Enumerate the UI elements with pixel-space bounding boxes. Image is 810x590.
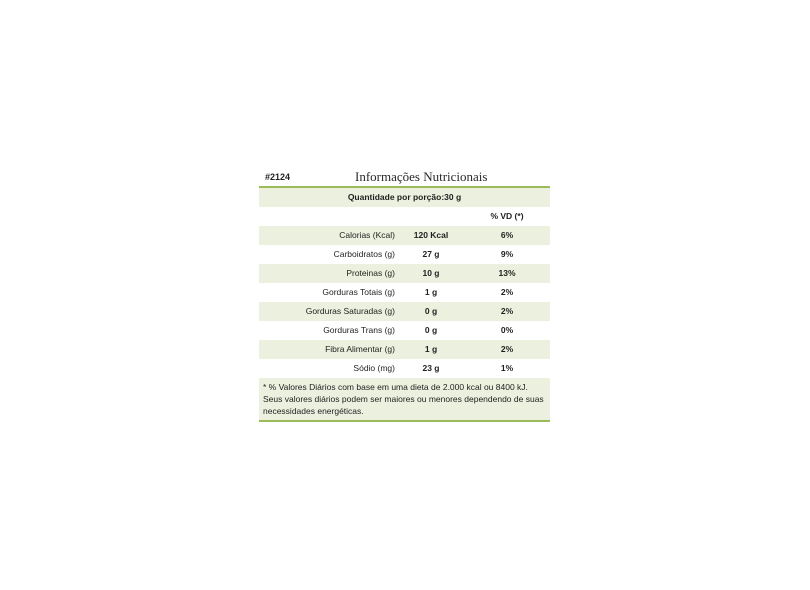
nutrient-amount: 27 g (422, 249, 440, 259)
nutrition-facts-table (259, 170, 550, 422)
nutrient-amount: 23 g (422, 363, 440, 373)
nutrient-daily-value: 0% (500, 325, 514, 335)
serving-size: Quantidade por porção:30 g (259, 188, 550, 207)
table-header (259, 170, 550, 186)
table-row (259, 264, 550, 283)
daily-value-footnote: * % Valores Diários com base em uma dieta de 2.000 kcal ou 8400 kJ. Seus valores diários podem ser maiores ou menores dependendo de suas necessidades energéticas. (259, 378, 550, 422)
nutrient-daily-value: 6% (500, 230, 514, 240)
nutrient-label: Sódio (mg) (353, 363, 395, 373)
table-row (259, 245, 550, 264)
nutrient-amount: 120 Kcal (413, 230, 449, 240)
nutrient-label: Carboidratos (g) (333, 249, 395, 259)
nutrient-label: Calorias (Kcal) (339, 230, 395, 240)
daily-value-header (259, 207, 550, 226)
nutrient-label: Gorduras Totais (g) (322, 287, 395, 297)
table-row (259, 226, 550, 245)
table-row (259, 302, 550, 321)
nutrient-amount: 1 g (424, 287, 438, 297)
table-row (259, 321, 550, 340)
table-title: Informações Nutricionais (355, 169, 488, 184)
nutrient-daily-value: 1% (500, 363, 514, 373)
nutrient-daily-value: 2% (500, 306, 514, 316)
nutrient-label: Proteinas (g) (346, 268, 395, 278)
nutrient-daily-value: 2% (500, 344, 514, 354)
nutrient-amount: 0 g (424, 325, 438, 335)
nutrient-daily-value: 2% (500, 287, 514, 297)
table-row (259, 359, 550, 378)
product-code: #2124 (265, 172, 291, 182)
nutrient-label: Fibra Alimentar (g) (325, 344, 395, 354)
nutrient-label: Gorduras Trans (g) (323, 325, 395, 335)
nutrient-amount: 1 g (424, 344, 438, 354)
nutrient-amount: 0 g (424, 306, 438, 316)
table-row (259, 340, 550, 359)
daily-value-header-label: % VD (*) (490, 211, 524, 221)
nutrient-daily-value: 9% (500, 249, 514, 259)
nutrient-daily-value: 13% (498, 268, 516, 278)
nutrient-label: Gorduras Saturadas (g) (305, 306, 395, 316)
nutrient-amount: 10 g (422, 268, 440, 278)
table-row (259, 283, 550, 302)
